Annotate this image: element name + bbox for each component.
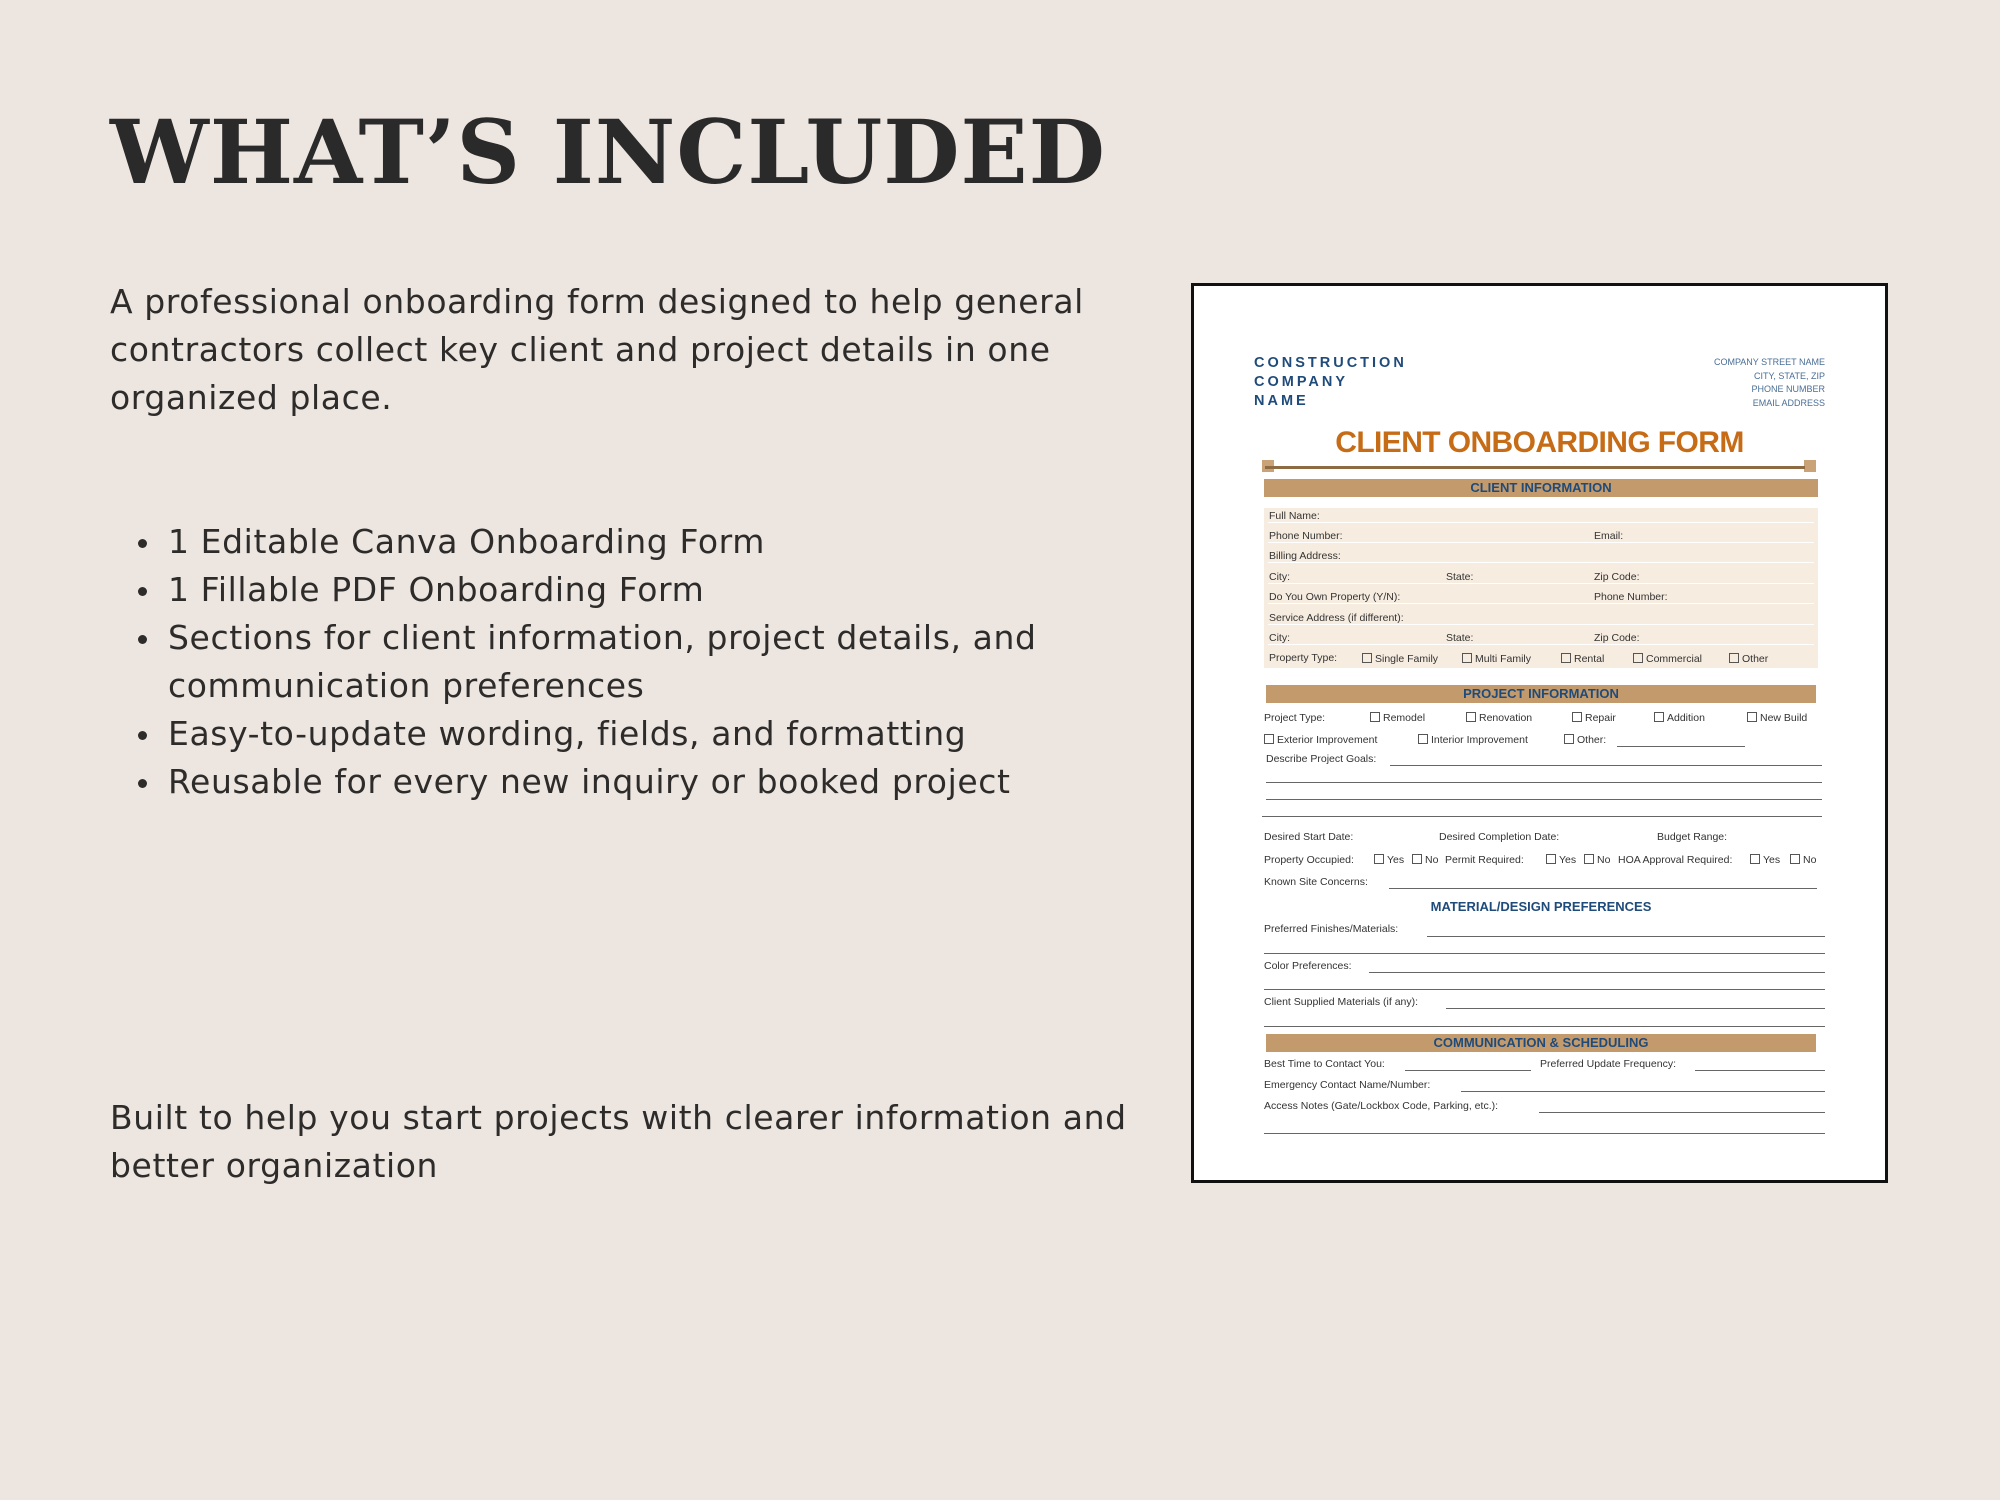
access-line (1539, 1112, 1825, 1113)
option-label: Repair (1585, 712, 1616, 724)
field-email[interactable]: Email: (1594, 530, 1624, 542)
field-zip[interactable]: Zip Code: (1594, 571, 1640, 583)
option-label: Renovation (1479, 712, 1533, 724)
company-line: COMPANY (1254, 374, 1349, 390)
option-label: Addition (1667, 712, 1705, 724)
checkbox-rental[interactable] (1561, 653, 1604, 665)
goals-line (1262, 816, 1822, 817)
best-time-line (1405, 1070, 1531, 1071)
emergency-line (1461, 1091, 1825, 1092)
option-label: Other (1742, 653, 1769, 665)
page-title: WHAT’S INCLUDED (110, 100, 1106, 204)
company-line: NAME (1254, 393, 1309, 409)
form-preview (1191, 283, 1888, 1183)
field-budget[interactable]: Budget Range: (1657, 831, 1728, 843)
finishes-line (1264, 953, 1825, 954)
company-address (1714, 356, 1825, 410)
checkbox-new-build[interactable] (1747, 712, 1807, 724)
option-label: Single Family (1375, 653, 1439, 665)
checkbox-icon (1362, 653, 1372, 663)
field-supplied[interactable]: Client Supplied Materials (if any): (1264, 996, 1419, 1008)
option-label: Yes (1387, 854, 1405, 866)
field-phone[interactable]: Phone Number: (1269, 530, 1343, 542)
checkbox-other-project[interactable] (1564, 734, 1606, 746)
checkbox-repair[interactable] (1572, 712, 1616, 724)
option-label: Remodel (1383, 712, 1426, 724)
color-line (1264, 989, 1825, 990)
row-divider (1268, 562, 1814, 563)
checkbox-other[interactable] (1729, 653, 1768, 665)
field-emergency-contact[interactable]: Emergency Contact Name/Number: (1264, 1079, 1431, 1091)
goals-line (1266, 782, 1822, 783)
checkbox-remodel[interactable] (1370, 712, 1425, 724)
address-line: EMAIL ADDRESS (1752, 397, 1825, 408)
field-city[interactable]: City: (1269, 571, 1290, 583)
field-state[interactable]: State: (1446, 571, 1474, 583)
checkbox-icon (1747, 712, 1757, 722)
address-line: CITY, STATE, ZIP (1753, 370, 1825, 381)
checkbox-permit-yes[interactable] (1546, 854, 1576, 866)
address-line: COMPANY STREET NAME (1713, 357, 1825, 367)
checkbox-icon (1466, 712, 1476, 722)
checkbox-icon (1729, 653, 1739, 663)
field-best-time[interactable]: Best Time to Contact You: (1264, 1058, 1385, 1070)
field-completion-date[interactable]: Desired Completion Date: (1439, 831, 1560, 843)
other-line (1617, 746, 1745, 747)
checkbox-addition[interactable] (1654, 712, 1705, 724)
checkbox-commercial[interactable] (1633, 653, 1702, 665)
field-service-address[interactable]: Service Address (if different): (1269, 612, 1404, 624)
checkbox-interior[interactable] (1418, 734, 1528, 746)
field-zip-2[interactable]: Zip Code: (1594, 632, 1640, 644)
checkbox-hoa-yes[interactable] (1750, 854, 1780, 866)
checkbox-icon (1264, 734, 1274, 744)
option-label: Rental (1574, 653, 1605, 665)
title-rule (1265, 466, 1805, 469)
checkbox-icon (1633, 653, 1643, 663)
option-label: Multi Family (1475, 653, 1532, 665)
site-line (1389, 888, 1817, 889)
closing-paragraph: Built to help you start projects with clearer information and better organization (110, 1098, 1127, 1185)
field-access-notes[interactable]: Access Notes (Gate/Lockbox Code, Parking, etc.): (1264, 1100, 1499, 1112)
frequency-line (1695, 1070, 1825, 1071)
field-site-concerns[interactable]: Known Site Concerns: (1264, 876, 1368, 888)
checkbox-renovation[interactable] (1466, 712, 1532, 724)
supplied-line (1446, 1008, 1825, 1009)
field-update-frequency[interactable]: Preferred Update Frequency: (1540, 1058, 1676, 1070)
field-hoa: HOA Approval Required: (1618, 854, 1733, 866)
checkbox-occupied-yes[interactable] (1374, 854, 1404, 866)
option-label: New Build (1760, 712, 1808, 724)
address-line: PHONE NUMBER (1751, 384, 1825, 394)
field-occupied: Property Occupied: (1264, 854, 1354, 866)
option-label: Exterior Improvement (1277, 734, 1378, 746)
rule-cap-right (1804, 460, 1816, 472)
option-label: No (1803, 854, 1817, 866)
checkbox-icon (1750, 854, 1760, 864)
option-label: Interior Improvement (1431, 734, 1528, 746)
row-divider (1268, 583, 1814, 584)
supplied-line (1264, 1026, 1825, 1027)
company-name (1254, 354, 1454, 411)
field-own-property[interactable]: Do You Own Property (Y/N): (1269, 591, 1401, 603)
checkbox-icon (1546, 854, 1556, 864)
field-phone-2[interactable]: Phone Number: (1594, 591, 1668, 603)
feature-list (110, 518, 1140, 806)
option-label: No (1425, 854, 1439, 866)
checkbox-permit-no[interactable] (1584, 854, 1610, 866)
checkbox-icon (1561, 653, 1571, 663)
field-start-date[interactable]: Desired Start Date: (1264, 831, 1354, 843)
checkbox-icon (1412, 854, 1422, 864)
option-label: Yes (1763, 854, 1781, 866)
access-line (1264, 1133, 1825, 1134)
checkbox-hoa-no[interactable] (1790, 854, 1816, 866)
feature-item: Sections for client information, project details, and communication preferences (110, 614, 1140, 710)
field-project-type: Project Type: (1264, 712, 1326, 724)
feature-item: Reusable for every new inquiry or booked project (110, 758, 1140, 806)
section-project: PROJECT INFORMATION (1266, 685, 1816, 703)
section-material: MATERIAL/DESIGN PREFERENCES (1430, 899, 1652, 914)
field-property-type: Property Type: (1269, 652, 1338, 664)
row-divider (1268, 542, 1814, 543)
checkbox-single-family[interactable] (1362, 653, 1438, 665)
goals-line (1266, 799, 1822, 800)
option-label: Other: (1577, 734, 1607, 746)
field-state-2[interactable]: State: (1446, 632, 1474, 644)
checkbox-icon (1418, 734, 1428, 744)
field-city-2[interactable]: City: (1269, 632, 1290, 644)
checkbox-multi-family[interactable] (1462, 653, 1531, 665)
field-full-name[interactable]: Full Name: (1269, 510, 1320, 522)
company-line: CONSTRUCTION (1254, 355, 1407, 371)
row-divider (1268, 603, 1814, 604)
checkbox-icon (1462, 653, 1472, 663)
goals-line (1390, 765, 1822, 766)
feature-item: 1 Fillable PDF Onboarding Form (110, 566, 1140, 614)
form-title: CLIENT ONBOARDING FORM (1335, 426, 1744, 459)
field-permit: Permit Required: (1445, 854, 1524, 866)
section-client: CLIENT INFORMATION (1264, 479, 1818, 497)
option-label: Commercial (1646, 653, 1703, 665)
field-finishes[interactable]: Preferred Finishes/Materials: (1264, 923, 1399, 935)
checkbox-icon (1584, 854, 1594, 864)
checkbox-icon (1654, 712, 1664, 722)
row-divider (1268, 624, 1814, 625)
checkbox-icon (1564, 734, 1574, 744)
checkbox-exterior[interactable] (1264, 734, 1377, 746)
row-divider (1268, 522, 1814, 523)
checkbox-icon (1572, 712, 1582, 722)
feature-item: Easy-to-update wording, fields, and formatting (110, 710, 1140, 758)
section-communication: COMMUNICATION & SCHEDULING (1266, 1034, 1816, 1052)
checkbox-icon (1374, 854, 1384, 864)
option-label: No (1597, 854, 1611, 866)
checkbox-occupied-no[interactable] (1412, 854, 1438, 866)
feature-item: 1 Editable Canva Onboarding Form (110, 518, 1140, 566)
checkbox-icon (1370, 712, 1380, 722)
color-line (1369, 972, 1825, 973)
intro-paragraph: A professional onboarding form designed to help general contractors collect key client and project details in one organized place. (110, 282, 1084, 417)
checkbox-icon (1790, 854, 1800, 864)
field-color[interactable]: Color Preferences: (1264, 960, 1352, 972)
finishes-line (1427, 936, 1825, 937)
row-divider (1268, 644, 1814, 645)
field-project-goals[interactable]: Describe Project Goals: (1266, 753, 1377, 765)
field-billing[interactable]: Billing Address: (1269, 550, 1341, 562)
option-label: Yes (1559, 854, 1577, 866)
